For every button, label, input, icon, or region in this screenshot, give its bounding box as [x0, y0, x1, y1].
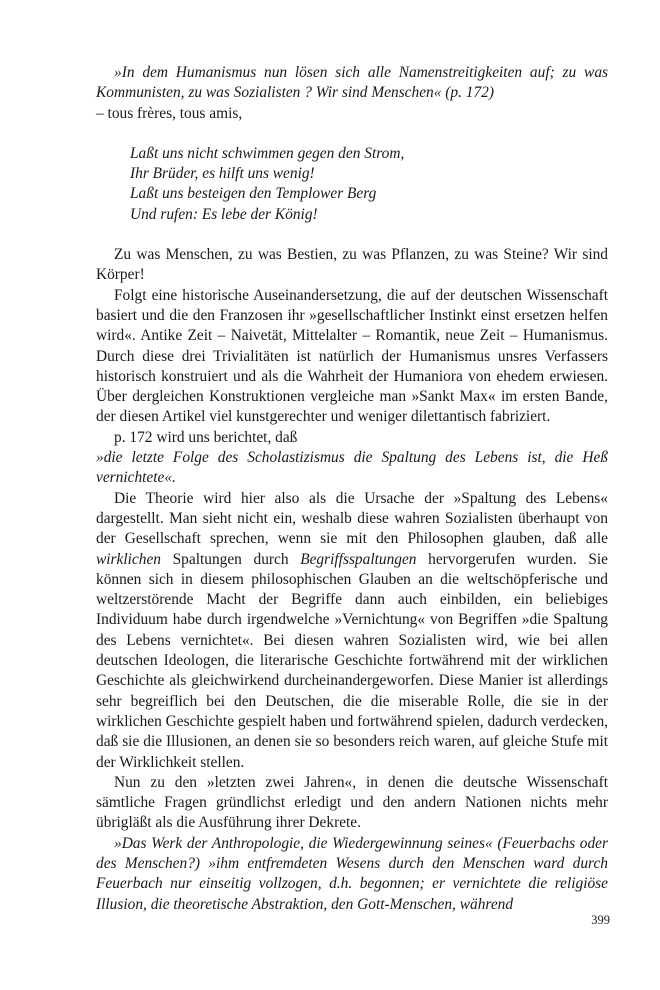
emphasized-text: Begriffsspaltungen	[300, 550, 417, 568]
stanza-spacing	[96, 124, 608, 144]
verse-line: Laßt uns nicht schwimmen gegen den Strom,	[130, 144, 405, 162]
emphasized-text: wirklichen	[96, 550, 161, 568]
body-paragraph: – tous frères, tous amis,	[96, 104, 243, 122]
body-paragraph	[96, 489, 608, 773]
text-run: Spaltungen durch	[160, 550, 301, 568]
quotation-paragraph: »Das Werk der Anthropologie, die Wiedergewinnung seines« (Feuerbachs oder des Menschen?) »ihm entfremdeten Wesens durch den Menschen ward durch Feuerbach nur einseitig vollzogen, d.h. begonnen; er vernichtete die religiöse Illusion, die theoretische Abstraktion, den Gott-Menschen, während	[96, 834, 608, 913]
body-paragraph: Zu was Menschen, zu was Bestien, zu was Pflanzen, zu was Steine? Wir sind Körper!	[96, 246, 608, 284]
quotation-paragraph: »die letzte Folge des Scholastizismus die Spaltung des Lebens ist, die Heß vernichtete«.	[96, 449, 608, 487]
verse-line: Ihr Brüder, es hilft uns wenig!	[130, 165, 315, 183]
verse-line: Und rufen: Es lebe der König!	[130, 205, 318, 223]
verse-line: Laßt uns besteigen den Templower Berg	[130, 185, 377, 203]
quotation-paragraph: »In dem Humanismus nun lösen sich alle Namenstreitigkeiten auf; zu was Kommunisten, zu was Sozialisten ? Wir sind Menschen« (p. 172)	[96, 64, 608, 102]
verse-stanza	[130, 144, 608, 225]
page-body	[96, 63, 608, 915]
body-paragraph: Folgt eine historische Auseinandersetzung, die auf der deutschen Wissenschaft basiert und die den Franzosen ihr »gesellschaftlicher Instinkt einst ersetzen helfen wird«. Antike Zeit – Naivetät, Mittelalter – Romantik, neue Zeit – Humanismus. Durch diese drei Trivialitäten ist natürlich der Humanismus unsres Verfassers historisch konstruiert und als die Wahrheit der Humaniora von ehedem erwiesen. Über dergleichen Konstruktionen vergleiche man »Sankt Max« im ersten Bande, der diesen Artikel viel kunstgerechter und weniger dilettantisch fabriziert.	[96, 286, 608, 426]
text-run: hervorgerufen wurden. Sie können sich in diesem philosophischen Glauben an die weltschöpferische und weltzerstörende Macht der Begriffe dann auch einbilden, ein beliebiges Individuum habe durch irgendwelche »Vernichtung« von Begriffen »die Spaltung des Lebens vernichtet«. Bei diesen wahren Sozialisten wird, wie bei allen deutschen Ideologen, die literarische Geschichte fortwährend mit der wirklichen Geschichte als gleichwirkend durcheinandergeworfen. Diese Manier ist allerdings sehr begreiflich bei den Deutschen, die die miserable Rolle, die sie in der wirklichen Geschichte gespielt haben und fortwährend spielen, dadurch verdecken, daß sie die Illusionen, an denen sie so besonders reich waren, auf gleiche Stufe mit der Wirklichkeit stellen.	[96, 550, 608, 771]
text-run: Die Theorie wird hier also als die Ursache der »Spaltung des Lebens« dargestellt. Man sieht nicht ein, weshalb diese wahren Sozialisten überhaupt von der Gesellschaft sprechen, wenn sie mit den Philosophen glauben, daß alle	[96, 489, 608, 548]
stanza-spacing	[96, 225, 608, 245]
page-number: 399	[591, 913, 610, 927]
body-paragraph: p. 172 wird uns berichtet, daß	[114, 428, 298, 446]
body-paragraph: Nun zu den »letzten zwei Jahren«, in denen die deutsche Wissenschaft sämtliche Fragen gründlichst erledigt und den andern Nationen nichts mehr übrigläßt als die Ausführung ihrer Dekrete.	[96, 773, 608, 832]
